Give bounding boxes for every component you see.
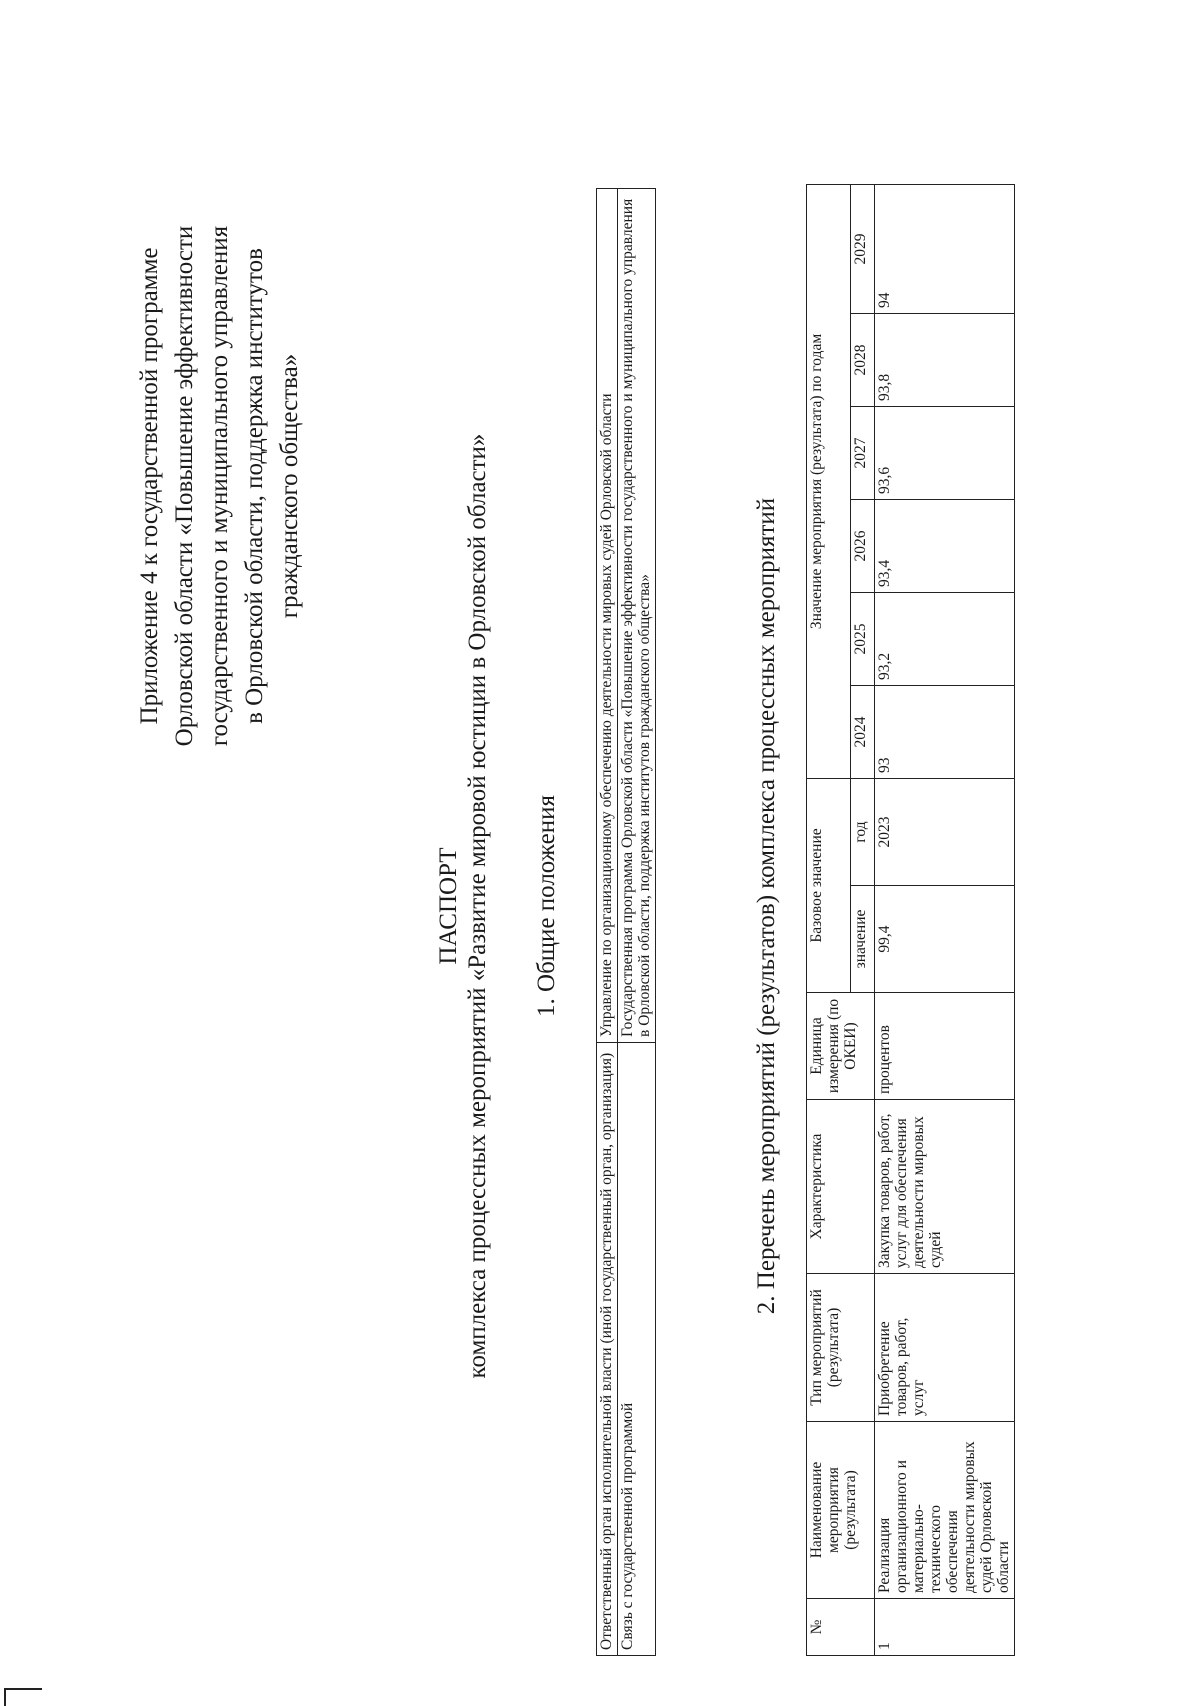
appendix-line: в Орловской области, поддержка институтов xyxy=(241,248,268,724)
responsible-body-label: Ответственный орган исполнительной власти (иной государственный орган, организация) xyxy=(597,1043,618,1656)
col-header-name: Наименование мероприятия (результата) xyxy=(807,1422,875,1599)
appendix-line: Орловской области «Повышение эффективности xyxy=(171,225,198,747)
col-header-type: Тип мероприятий (результата) xyxy=(807,1274,875,1422)
table-row xyxy=(875,184,1015,1655)
cell-value-2024: 93 xyxy=(875,685,1015,778)
appendix-note xyxy=(132,106,307,866)
table-header-row xyxy=(807,184,851,1655)
cell-value-2025: 93,2 xyxy=(875,592,1015,685)
cell-name: Реализация организационного и материально-технического обеспечения деятельности мировых судей Орловской области xyxy=(875,1422,1015,1599)
appendix-line: Приложение 4 к государственной программе xyxy=(136,247,163,725)
col-header-year-2024: 2024 xyxy=(851,685,875,778)
col-header-year-2028: 2028 xyxy=(851,313,875,406)
cell-value-2027: 93,6 xyxy=(875,406,1015,499)
col-header-unit: Единица измерения (по ОКЕИ) xyxy=(807,993,875,1100)
section-list-heading: 2. Перечень мероприятий (результатов) комплекса процессных мероприятий xyxy=(753,497,780,1315)
col-header-base-year: год xyxy=(851,778,875,885)
appendix-line: государственного и муниципального управления xyxy=(206,225,233,747)
col-header-year-2027: 2027 xyxy=(851,406,875,499)
passport-subtitle: комплекса процессных мероприятий «Развитие мировой юстиции в Орловской области» xyxy=(464,433,491,1379)
responsible-body-value: Управление по организационному обеспечению деятельности мировых судей Орловской области xyxy=(597,189,618,1043)
col-header-year-2029: 2029 xyxy=(851,184,875,313)
cell-value-2028: 93,8 xyxy=(875,313,1015,406)
cell-base-value: 99,4 xyxy=(875,886,1015,993)
program-link-value: Государственная программа Орловской области «Повышение эффективности государственного и муниципального управления в Орловской области, поддержка институтов гражданского общества» xyxy=(618,189,656,1043)
col-header-base-value: значение xyxy=(851,886,875,993)
cell-base-year: 2023 xyxy=(875,778,1015,885)
col-header-year-2025: 2025 xyxy=(851,592,875,685)
col-header-base: Базовое значение xyxy=(807,778,851,992)
cell-value-2026: 93,4 xyxy=(875,499,1015,592)
program-link-label: Связь с государственной программой xyxy=(618,1043,656,1656)
table-row xyxy=(618,189,656,1656)
cell-type: Приобретение товаров, работ, услуг xyxy=(875,1274,1015,1422)
table-row xyxy=(597,189,618,1656)
cell-characteristic: Закупка товаров, работ, услуг для обеспечения деятельности мировых судей xyxy=(875,1100,1015,1274)
col-header-by-years: Значение мероприятия (результата) по годам xyxy=(807,184,851,778)
cell-num: 1 xyxy=(875,1599,1015,1656)
corner-mark xyxy=(4,1688,42,1706)
cell-unit: процентов xyxy=(875,993,1015,1100)
col-header-characteristic: Характеристика xyxy=(807,1100,875,1274)
section-general-heading: 1. Общие положения xyxy=(533,795,560,1017)
general-provisions-table xyxy=(596,188,656,1656)
measures-table xyxy=(806,184,1015,1656)
appendix-line: гражданского общества» xyxy=(276,353,303,619)
passport-heading xyxy=(434,356,492,1456)
cell-value-2029: 94 xyxy=(875,184,1015,313)
col-header-year-2026: 2026 xyxy=(851,499,875,592)
col-header-num: № xyxy=(807,1599,875,1656)
passport-title: ПАСПОРТ xyxy=(435,847,462,965)
